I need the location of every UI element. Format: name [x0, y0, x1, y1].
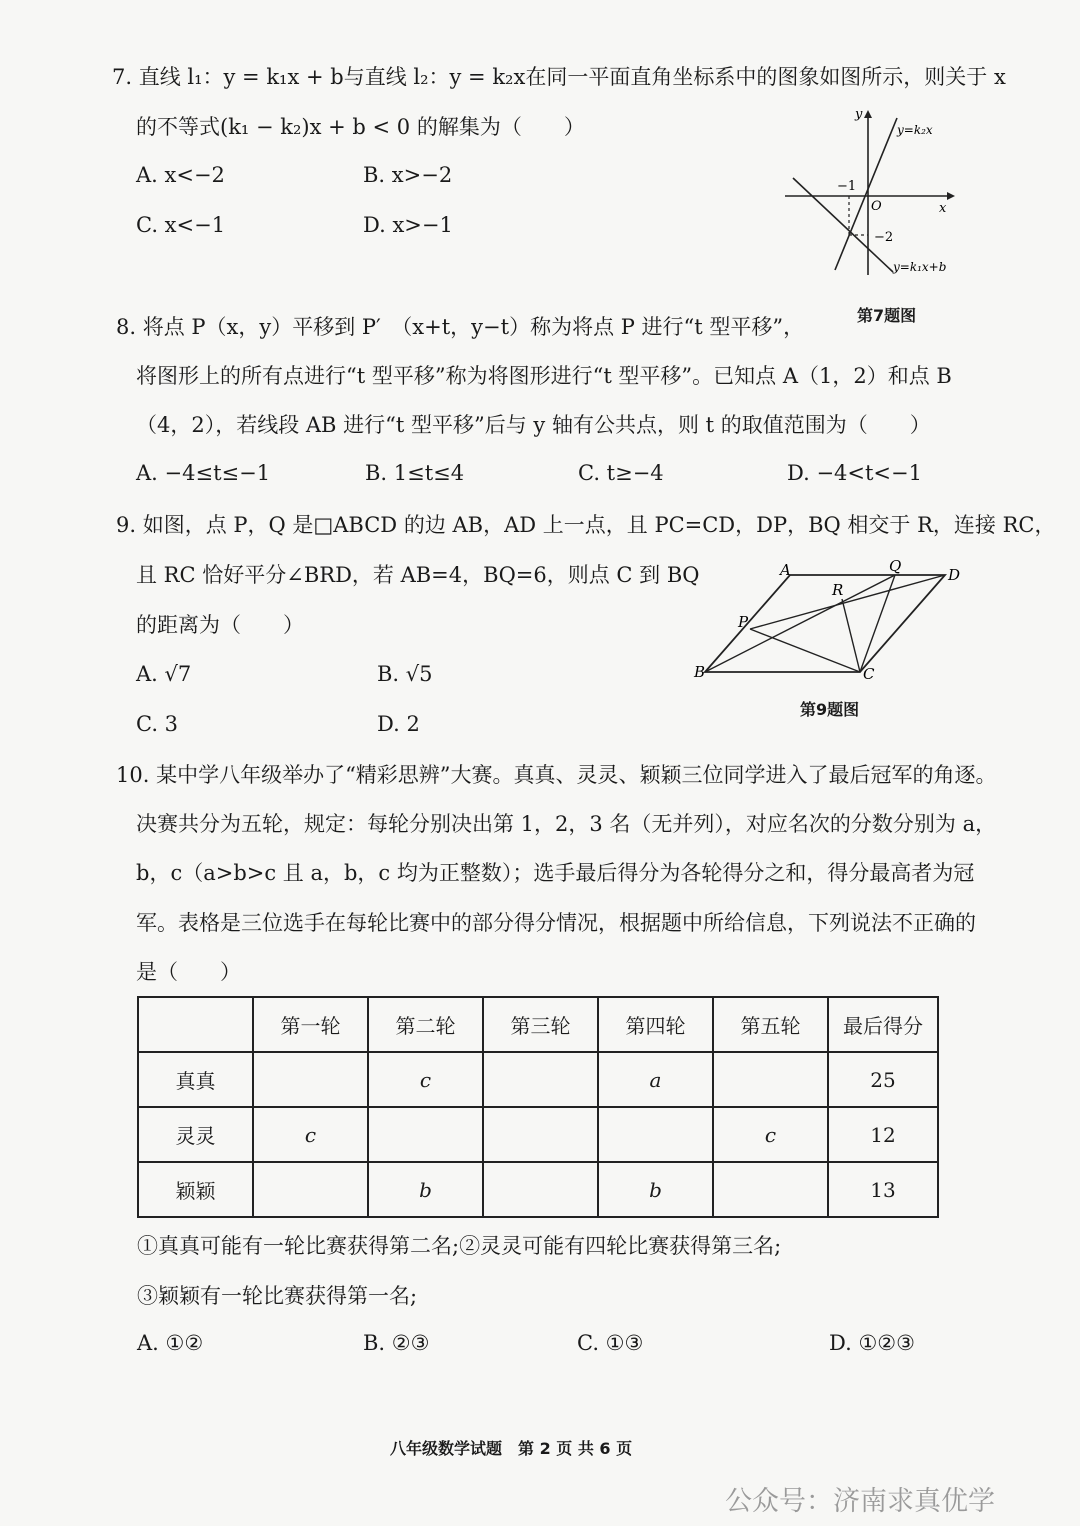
- q7-figure: [775, 100, 965, 300]
- page-footer: 八年级数学试题 第 2 页 共 6 页: [390, 1439, 633, 1458]
- label-minus2: −2: [874, 230, 894, 245]
- label-a: A: [780, 561, 791, 579]
- table-cell: [483, 1052, 598, 1107]
- q10-stem-line2: 决赛共分为五轮，规定：每轮分别决出第 1，2，3 名（无并列），对应名次的分数分别为 a，: [136, 812, 997, 836]
- q8-option-c: C. t≥−4: [578, 461, 664, 485]
- table-cell: [713, 1052, 828, 1107]
- table-cell: b: [598, 1162, 713, 1217]
- q8-option-a: A. −4≤t≤−1: [136, 461, 271, 485]
- label-minus1: −1: [837, 179, 857, 194]
- segment-pc: [750, 629, 860, 672]
- q8-option-b: B. 1≤t≤4: [365, 461, 465, 485]
- q9-option-c: C. 3: [136, 712, 179, 736]
- table-row: [138, 1052, 938, 1107]
- table-cell: c: [713, 1107, 828, 1162]
- q9-figure: [690, 555, 970, 690]
- q10-option-c: C. ①③: [577, 1331, 644, 1355]
- score-table: [137, 996, 939, 1218]
- label-y: y: [855, 107, 863, 122]
- table-header-cell: 第四轮: [598, 997, 713, 1052]
- q7-stem-line2: 的不等式(k₁ − k₂)x + b < 0 的解集为（ ）: [136, 115, 585, 139]
- q8-stem-line2: 将图形上的所有点进行“t 型平移”称为将图形进行“t 型平移”。已知点 A（1，2）和点 B: [136, 364, 952, 388]
- q10-statement-line2: ③颖颖有一轮比赛获得第一名;: [137, 1284, 418, 1308]
- q10-option-d: D. ①②③: [829, 1331, 915, 1355]
- q7-option-a: A. x<−2: [136, 163, 225, 187]
- label-q: Q: [889, 557, 902, 575]
- table-cell-total: 12: [828, 1107, 938, 1162]
- table-cell: [598, 1107, 713, 1162]
- table-cell-name: 颖颖: [138, 1162, 253, 1217]
- label-b: B: [694, 663, 706, 681]
- table-header-cell: 第五轮: [713, 997, 828, 1052]
- q9-option-b: B. √5: [377, 662, 433, 686]
- q7-option-b: B. x>−2: [363, 163, 453, 187]
- q7-stem-line1: 7. 直线 l₁：y = k₁x + b与直线 l₂：y = k₂x在同一平面直角坐标系中的图象如图所示，则关于 x: [112, 65, 1006, 89]
- table-cell: c: [253, 1107, 368, 1162]
- y-axis-arrow: [864, 110, 872, 118]
- table-cell: c: [368, 1052, 483, 1107]
- table-header-cell: 第三轮: [483, 997, 598, 1052]
- q10-stem-line5: 是（ ）: [136, 960, 241, 984]
- q8-option-d: D. −4<t<−1: [787, 461, 922, 485]
- q9-option-a: A. √7: [136, 662, 192, 686]
- q9-stem-line1: 9. 如图，点 P，Q 是□ABCD 的边 AB，AD 上一点，且 PC=CD，DP，BQ 相交于 R，连接 RC，: [116, 513, 1056, 537]
- table-header-row: [138, 997, 938, 1052]
- q10-stem-line3: b，c（a>b>c 且 a，b，c 均为正整数）；选手最后得分为各轮得分之和，得分最高者为冠: [136, 861, 975, 885]
- label-p: P: [738, 613, 749, 631]
- label-r: R: [832, 581, 844, 599]
- q10-statement-line1: ①真真可能有一轮比赛获得第二名;②灵灵可能有四轮比赛获得第三名;: [137, 1234, 782, 1258]
- table-cell: [368, 1107, 483, 1162]
- label-d: D: [948, 566, 961, 584]
- segment-rc: [842, 599, 860, 672]
- q10-stem-line4: 军。表格是三位选手在每轮比赛中的部分得分情况，根据题中所给信息，下列说法不正确的: [136, 911, 976, 935]
- table-row: [138, 1107, 938, 1162]
- x-axis-arrow: [947, 192, 955, 200]
- table-cell: [253, 1052, 368, 1107]
- label-x: x: [939, 201, 947, 216]
- table-header-cell: 第一轮: [253, 997, 368, 1052]
- q7-option-d: D. x>−1: [363, 213, 453, 237]
- table-cell: [483, 1162, 598, 1217]
- table-cell: [253, 1162, 368, 1217]
- table-header-cell: 最后得分: [828, 997, 938, 1052]
- table-cell-name: 灵灵: [138, 1107, 253, 1162]
- q10-option-a: A. ①②: [137, 1331, 204, 1355]
- label-line-l1: y=k₁x+b: [893, 260, 947, 274]
- q9-option-d: D. 2: [377, 712, 420, 736]
- label-c: C: [863, 665, 875, 683]
- table-header-cell: 第二轮: [368, 997, 483, 1052]
- table-cell: [713, 1162, 828, 1217]
- q9-figure-caption: 第9题图: [800, 700, 860, 719]
- q7-option-c: C. x<−1: [136, 213, 226, 237]
- table-header-cell: [138, 997, 253, 1052]
- q10-option-b: B. ②③: [363, 1331, 430, 1355]
- label-origin: O: [871, 199, 882, 214]
- q8-stem-line3: （4，2），若线段 AB 进行“t 型平移”后与 y 轴有公共点，则 t 的取值范围为（ ）: [136, 413, 931, 437]
- q10-stem-line1: 10. 某中学八年级举办了“精彩思辨”大赛。真真、灵灵、颖颖三位同学进入了最后冠军的角逐。: [116, 763, 997, 787]
- q7-figure-caption: 第7题图: [857, 306, 917, 325]
- q8-stem-line1: 8. 将点 P（x，y）平移到 P′ （x+t，y−t）称为将点 P 进行“t 型平移”，: [116, 315, 805, 339]
- label-line-l2: y=k₂x: [897, 123, 933, 137]
- table-cell-total: 25: [828, 1052, 938, 1107]
- q9-stem-line3: 的距离为（ ）: [136, 613, 304, 637]
- segment-bq: [705, 575, 895, 672]
- table-row: [138, 1162, 938, 1217]
- watermark: 公众号：济南求真优学: [725, 1486, 995, 1517]
- table-cell-total: 13: [828, 1162, 938, 1217]
- table-cell: [483, 1107, 598, 1162]
- table-cell: a: [598, 1052, 713, 1107]
- table-cell: b: [368, 1162, 483, 1217]
- q9-stem-line2: 且 RC 恰好平分∠BRD，若 AB=4，BQ=6，则点 C 到 BQ: [136, 563, 700, 587]
- table-cell-name: 真真: [138, 1052, 253, 1107]
